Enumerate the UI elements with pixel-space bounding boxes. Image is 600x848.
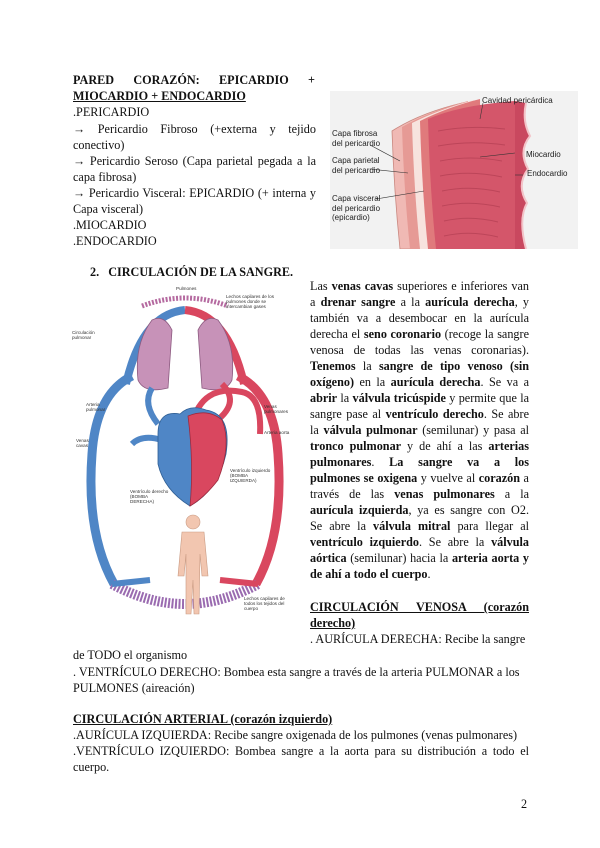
fig-bomba-izq: (BOMBA IZQUIERDA): [230, 473, 257, 484]
fibrosa-label: [332, 129, 380, 148]
parietal-label-line2: del pericardio: [332, 165, 381, 175]
fig-ventriculo-der-label: Ventrículo derecho: [130, 489, 169, 494]
pericardio-label: .PERICARDIO: [73, 105, 150, 119]
circulation-figure: [72, 284, 298, 622]
fig-circ-pulmonar: Circulación pulmonar: [72, 330, 95, 341]
pared-title-line1: PARED CORAZÓN: EPICARDIO +: [73, 73, 315, 87]
section2-number: 2.: [90, 265, 100, 279]
paragraph-line: Tenemos la sangre de tipo venoso (sin: [310, 359, 529, 373]
miocardio-label: .MIOCARDIO: [73, 218, 147, 232]
heart-wall-figure: [330, 91, 578, 249]
paragraph-line: la válvula pulmonar (semilunar) y pasa al: [310, 423, 529, 437]
paragraph-line: Las venas cavas superiores e inferiores van: [310, 279, 529, 293]
paragraph-line: pulmonares. La sangre va a los: [310, 455, 529, 469]
fig-arteria-aorta: Arteria aorta: [264, 430, 290, 435]
paragraph-line: aórtica (semilunar) hacia la arteria aorta y: [310, 551, 529, 565]
visceral-line2: Capa visceral): [73, 202, 144, 216]
fig-pulmones: Pulmones: [176, 286, 197, 291]
paragraph-line: sangre pase al ventrículo derecho. Se abre: [310, 407, 529, 421]
paragraph-line: aurícula izquierda, ya es sangre con O2.: [310, 503, 529, 517]
paragraph-line: venosa de todas las venas coronarias).: [310, 343, 529, 357]
visceral-label-line1: Capa visceral: [332, 194, 381, 203]
paragraph-line: abrir la válvula tricúspide y permite que la: [310, 391, 530, 405]
seroso-line1: → Pericardio Seroso (Capa parietal pegada a la: [73, 154, 316, 168]
paragraph-line: tronco pulmonar y de ahí a las arterias: [310, 439, 530, 453]
arterial-ventriculo-line1: .VENTRÍCULO IZQUIERDO: Bombea sangre a la aorta para su distribución a todo el: [73, 744, 529, 758]
paragraph-line: pulmones se oxigena y vuelve al corazón a: [310, 471, 529, 485]
fig-bomba-der: (BOMBA DERECHA): [130, 494, 154, 505]
parietal-label-line1: Capa parietal: [332, 156, 380, 165]
fibrosa-label-line2: del pericardio: [332, 138, 381, 148]
fig-venas-pulmonares: Venas pulmonares: [264, 404, 289, 415]
seroso-line2: capa fibrosa): [73, 170, 137, 184]
venosa-ventriculo-line2: PULMONES (aireación): [73, 681, 195, 695]
fig-arteria-pulmonar: Arteria pulmonar: [86, 402, 106, 413]
section2-title: CIRCULACIÓN DE LA SANGRE.: [108, 265, 294, 279]
visceral-label-line3: (epicardio): [332, 213, 370, 222]
fibroso-line1: → Pericardio Fibroso (+externa y tejido: [73, 122, 316, 136]
venosa-auricula-line1: . AURÍCULA DERECHA: Recibe la sangre: [310, 632, 526, 646]
miocardio-fig-label: Miocardio: [526, 150, 561, 159]
cavidad-label: Cavidad pericárdica: [482, 96, 553, 105]
fig-lechos-pulmonares: Lechos capilares de los pulmones donde se intercambian gases: [226, 294, 275, 310]
paragraph-line: Se abre la válvula mitral para llegar al: [310, 519, 529, 533]
paragraph-line: través de las venas pulmonares a la: [310, 487, 529, 501]
fig-ventriculo-izq: [230, 468, 274, 484]
fibroso-line2: conectivo): [73, 138, 125, 152]
endocardio-fig-label: Endocardio: [527, 169, 568, 178]
venosa-title-line1: CIRCULACIÓN VENOSA (corazón: [310, 600, 529, 614]
visceral-line1: → Pericardio Visceral: EPICARDIO (+ interna y: [73, 186, 316, 200]
arterial-ventriculo-line2: cuerpo.: [73, 760, 110, 774]
venosa-ventriculo-line1: . VENTRÍCULO DERECHO: Bombea esta sangre a través de la arteria PULMONAR a los: [73, 665, 520, 679]
fibrosa-label-line1: Capa fibrosa: [332, 129, 378, 138]
arterial-title: CIRCULACIÓN ARTERIAL (corazón izquierdo): [73, 712, 333, 726]
paragraph-line: a drenar sangre a la aurícula derecha, y: [310, 295, 529, 309]
paragraph-line: derecha el seno coronario (recoge la sangre: [310, 327, 529, 341]
arterial-auricula: .AURÍCULA IZQUIERDA: Recibe sangre oxigenada de los pulmones (venas pulmonares): [73, 728, 518, 742]
fig-ventriculo-der: [130, 489, 170, 505]
parietal-label: [332, 156, 380, 175]
paragraph-line: de ahí a todo el cuerpo.: [310, 567, 431, 581]
page-number: 2: [521, 797, 528, 811]
paragraph-line: oxígeno) en la aurícula derecha. Se va a: [310, 375, 529, 389]
visceral-label-line2: del pericardio: [332, 203, 381, 213]
venosa-auricula-line2: de TODO el organismo: [73, 648, 188, 662]
paragraph-line: también va a desembocar en la aurícula: [310, 311, 529, 325]
circulation-paragraph: [310, 279, 529, 583]
fig-venas-cavas: Venas cavas: [76, 438, 89, 449]
section2-heading: [90, 264, 293, 280]
venosa-title-line2: derecho): [310, 616, 356, 630]
endocardio-label: .ENDOCARDIO: [73, 234, 157, 248]
fig-lechos-sistemicos: Lechos capilares de todos los tejidos del cuerpo: [244, 596, 285, 612]
visceral-label: [332, 194, 380, 223]
fig-ventriculo-izq-label: Ventrículo izquierdo: [230, 468, 271, 473]
pared-title-line2: MIOCARDIO + ENDOCARDIO: [73, 89, 246, 103]
paragraph-line: ventrículo izquierdo. Se abre la válvula: [310, 535, 529, 549]
